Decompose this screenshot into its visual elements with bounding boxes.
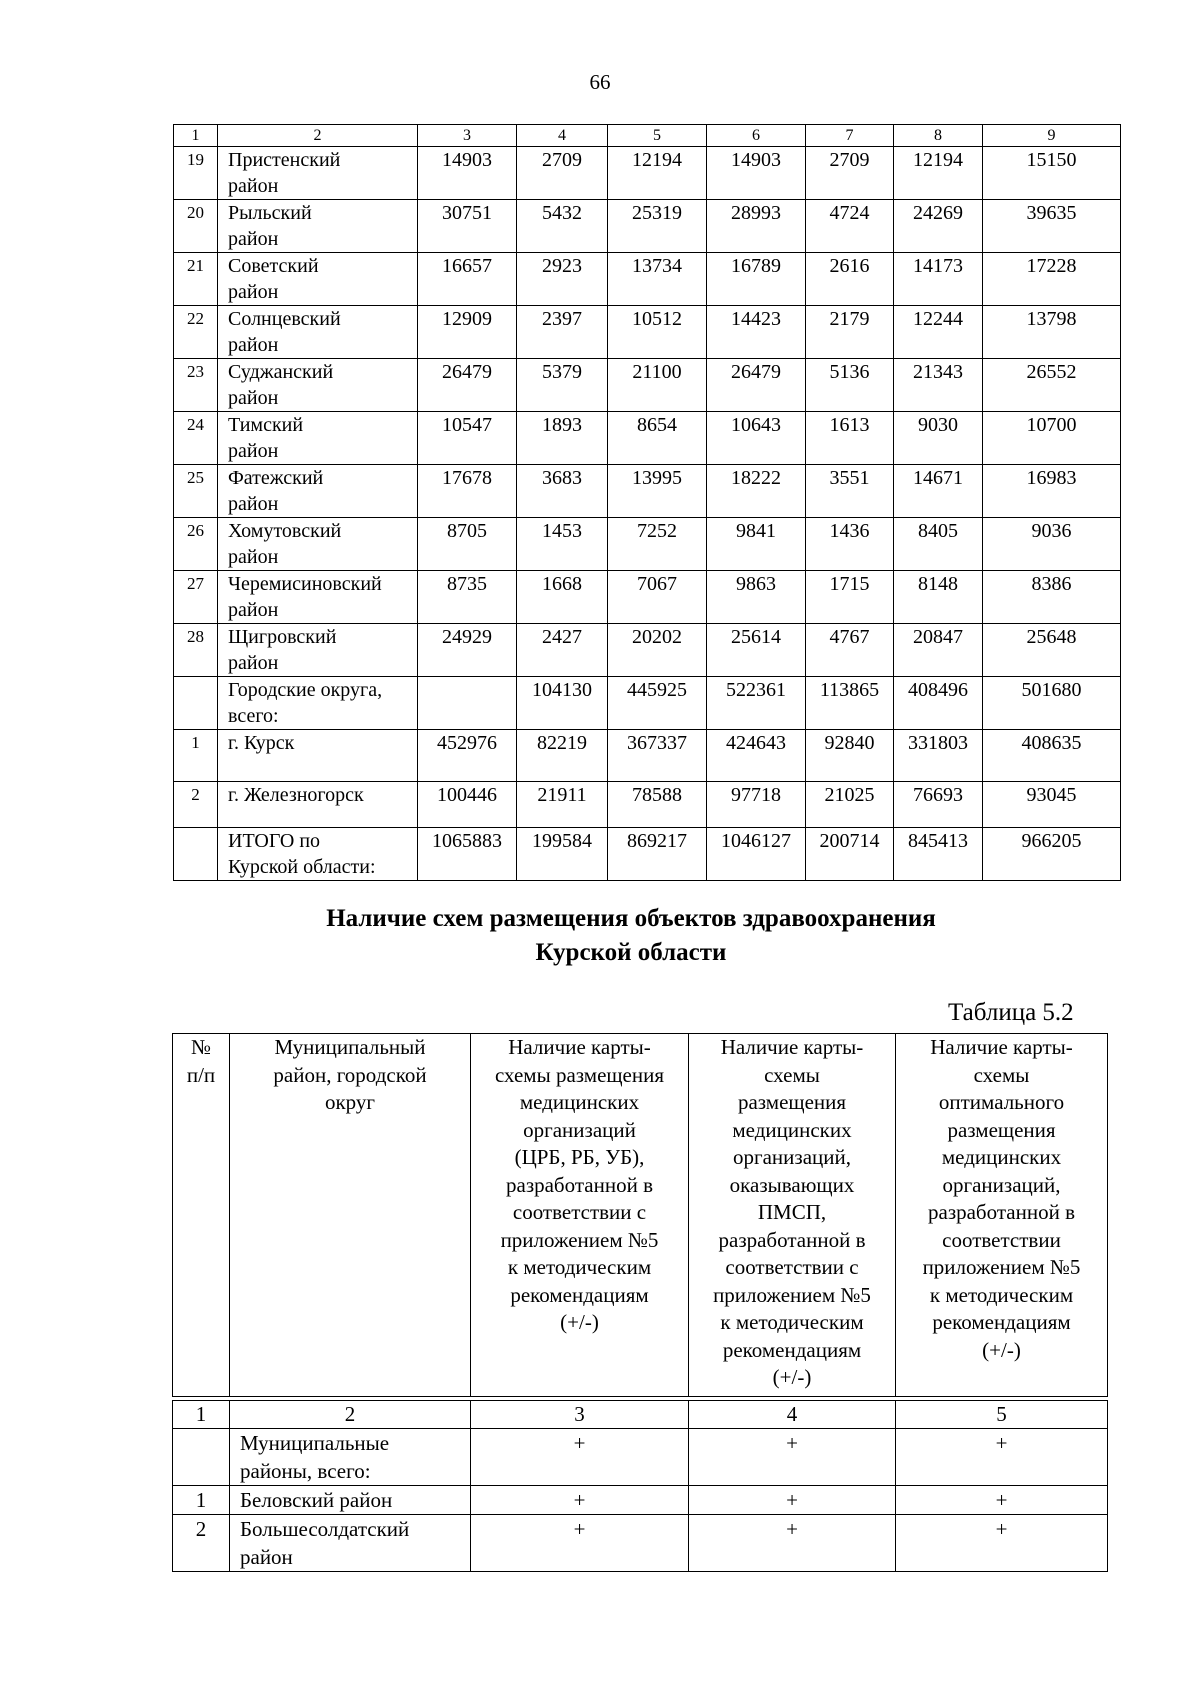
district-name <box>218 306 418 359</box>
district-name-line: район <box>228 228 279 250</box>
value-cell: + <box>689 1486 896 1515</box>
column-header <box>471 1034 689 1397</box>
column-header-line: рекомендациям <box>510 1282 649 1307</box>
row-number: 2 <box>173 1515 230 1572</box>
table-row <box>173 1515 1108 1572</box>
column-header-line: схемы размещения <box>494 1062 665 1087</box>
district-name <box>230 1515 471 1572</box>
section-title <box>0 902 1200 970</box>
column-header-line: рекомендациям <box>722 1337 862 1362</box>
value-cell: + <box>896 1486 1108 1515</box>
row-number: 22 <box>174 306 218 359</box>
value-cell: 28993 <box>707 200 806 253</box>
district-name-line: Черемисиновский <box>228 573 382 595</box>
column-number: 5 <box>896 1401 1108 1429</box>
value-cell: 26552 <box>983 359 1121 412</box>
value-cell: 10700 <box>983 412 1121 465</box>
row-number: 1 <box>173 1486 230 1515</box>
value-cell: 408496 <box>894 677 983 730</box>
district-name-line: район <box>228 334 279 356</box>
row-number <box>173 1429 230 1486</box>
column-header-line: оптимального <box>938 1090 1065 1114</box>
value-cell: 26479 <box>418 359 517 412</box>
row-number <box>174 677 218 730</box>
value-cell: + <box>471 1429 689 1486</box>
value-cell: 331803 <box>894 730 983 782</box>
table-row <box>174 253 1121 306</box>
table-row <box>174 412 1121 465</box>
column-header-line: округ <box>324 1090 376 1114</box>
row-number: 25 <box>174 465 218 518</box>
value-cell: 25648 <box>983 624 1121 677</box>
value-cell: 445925 <box>608 677 707 730</box>
value-cell: 10512 <box>608 306 707 359</box>
value-cell: 20202 <box>608 624 707 677</box>
column-header-line: (ЦРБ, РБ, УБ), <box>514 1145 645 1169</box>
column-header-line: приложением №5 <box>500 1227 659 1252</box>
value-cell: 8654 <box>608 412 707 465</box>
column-header-line: Наличие карты- <box>930 1035 1073 1059</box>
value-cell: 104130 <box>517 677 608 730</box>
value-cell: 8148 <box>894 571 983 624</box>
row-number: 23 <box>174 359 218 412</box>
value-cell: + <box>471 1515 689 1572</box>
column-number: 4 <box>517 125 608 147</box>
column-header-line: схемы <box>973 1062 1030 1087</box>
district-name-line: Фатежский <box>228 467 324 489</box>
district-name-line: районы, всего: <box>240 1459 371 1483</box>
column-header-line: (+/-) <box>772 1365 812 1389</box>
value-cell: 200714 <box>806 828 894 881</box>
value-cell: 1715 <box>806 571 894 624</box>
value-cell: 10547 <box>418 412 517 465</box>
value-cell: 25319 <box>608 200 707 253</box>
value-cell: 21343 <box>894 359 983 412</box>
table-row <box>174 200 1121 253</box>
table-row <box>174 571 1121 624</box>
district-name-line: район <box>228 440 279 462</box>
value-cell: 2709 <box>517 147 608 200</box>
value-cell: 14173 <box>894 253 983 306</box>
value-cell: 12194 <box>894 147 983 200</box>
value-cell: + <box>689 1515 896 1572</box>
value-cell: 13734 <box>608 253 707 306</box>
column-header-line: к методическим <box>720 1310 864 1334</box>
column-header-line: оказывающих <box>729 1172 855 1197</box>
value-cell: 13798 <box>983 306 1121 359</box>
column-header-line: соответствии с <box>725 1255 859 1279</box>
header-row <box>173 1034 1108 1397</box>
district-name-line: Беловский район <box>240 1488 393 1512</box>
row-number <box>174 828 218 881</box>
table-row <box>174 624 1121 677</box>
column-header <box>230 1034 471 1397</box>
column-header-line: организаций, <box>942 1172 1061 1197</box>
table-row <box>174 782 1121 828</box>
value-cell: 2179 <box>806 306 894 359</box>
value-cell: 1893 <box>517 412 608 465</box>
column-header-line: Наличие карты- <box>720 1035 864 1059</box>
row-number: 1 <box>174 730 218 782</box>
column-number: 1 <box>174 125 218 147</box>
value-cell: 2709 <box>806 147 894 200</box>
value-cell: + <box>896 1515 1108 1572</box>
column-header-line: медицинских <box>941 1145 1062 1169</box>
value-cell: 1046127 <box>707 828 806 881</box>
value-cell: 501680 <box>983 677 1121 730</box>
value-cell: 92840 <box>806 730 894 782</box>
page-number: 66 <box>589 70 611 94</box>
value-cell: 8705 <box>418 518 517 571</box>
district-name-line: Рыльский <box>228 202 312 224</box>
column-header-line: ПМСП, <box>757 1200 827 1224</box>
column-header-line: разработанной в <box>928 1200 1075 1224</box>
value-cell: 21911 <box>517 782 608 828</box>
district-name <box>218 147 418 200</box>
value-cell: 9841 <box>707 518 806 571</box>
value-cell: 24269 <box>894 200 983 253</box>
value-cell: 18222 <box>707 465 806 518</box>
value-cell: 82219 <box>517 730 608 782</box>
value-cell: 869217 <box>608 828 707 881</box>
value-cell: 14903 <box>707 147 806 200</box>
value-cell: 12194 <box>608 147 707 200</box>
value-cell: 408635 <box>983 730 1121 782</box>
district-name <box>218 730 418 782</box>
district-name-line: район <box>228 175 279 197</box>
column-number: 3 <box>418 125 517 147</box>
value-cell: 15150 <box>983 147 1121 200</box>
column-header-line: соответствии с <box>512 1200 647 1224</box>
value-cell: 424643 <box>707 730 806 782</box>
value-cell: 20847 <box>894 624 983 677</box>
district-name-line: г. Курск <box>228 732 295 754</box>
column-header-line: приложением №5 <box>713 1282 871 1307</box>
column-header-line: организаций <box>523 1117 636 1142</box>
district-name <box>230 1429 471 1486</box>
value-cell: 199584 <box>517 828 608 881</box>
district-name-line: г. Железногорск <box>228 784 364 806</box>
table-row <box>173 1429 1108 1486</box>
district-name-line: Городские округа, <box>228 679 383 701</box>
column-header-line: разработанной в <box>506 1172 653 1197</box>
district-name <box>218 412 418 465</box>
table-row <box>174 828 1121 881</box>
value-cell: 14903 <box>418 147 517 200</box>
value-cell: 17678 <box>418 465 517 518</box>
value-cell: 30751 <box>418 200 517 253</box>
district-name-line: район <box>228 387 279 409</box>
district-name-line: ИТОГО по <box>228 830 321 852</box>
value-cell: 8405 <box>894 518 983 571</box>
column-number: 8 <box>894 125 983 147</box>
value-cell: 2397 <box>517 306 608 359</box>
value-cell: 1065883 <box>418 828 517 881</box>
value-cell: 9036 <box>983 518 1121 571</box>
district-name <box>218 624 418 677</box>
column-header-line: Наличие карты- <box>508 1035 651 1059</box>
district-name <box>218 782 418 828</box>
district-name-line: всего: <box>228 705 279 727</box>
column-number: 7 <box>806 125 894 147</box>
value-cell <box>418 677 517 730</box>
column-number-row <box>174 125 1121 147</box>
district-name <box>218 253 418 306</box>
value-cell: 93045 <box>983 782 1121 828</box>
column-header <box>689 1034 896 1397</box>
column-number: 6 <box>707 125 806 147</box>
column-header-line: к методическим <box>507 1255 652 1279</box>
row-number: 24 <box>174 412 218 465</box>
table-caption: Таблица 5.2 <box>948 999 1074 1026</box>
schemes-table-header <box>172 1033 1108 1397</box>
column-number: 5 <box>608 125 707 147</box>
value-cell: 21025 <box>806 782 894 828</box>
value-cell: 26479 <box>707 359 806 412</box>
value-cell: + <box>471 1486 689 1515</box>
schemes-table <box>172 1400 1108 1572</box>
value-cell: 14671 <box>894 465 983 518</box>
value-cell: 4724 <box>806 200 894 253</box>
district-name-line: Щигровский <box>228 626 337 648</box>
value-cell: 39635 <box>983 200 1121 253</box>
district-name-line: район <box>228 652 279 674</box>
district-name-line: Курской области: <box>228 856 376 878</box>
value-cell: 2923 <box>517 253 608 306</box>
district-name <box>218 518 418 571</box>
column-header-line: рекомендациям <box>932 1310 1071 1334</box>
value-cell: 10643 <box>707 412 806 465</box>
row-number: 27 <box>174 571 218 624</box>
column-header-line: медицинских <box>519 1090 640 1114</box>
column-header-line: Муниципальный <box>274 1035 426 1059</box>
table-row <box>174 465 1121 518</box>
district-name-line: район <box>228 493 279 515</box>
table-row <box>174 306 1121 359</box>
value-cell: 1436 <box>806 518 894 571</box>
value-cell: 966205 <box>983 828 1121 881</box>
value-cell: 16789 <box>707 253 806 306</box>
district-name-line: район <box>228 546 279 568</box>
value-cell: 367337 <box>608 730 707 782</box>
value-cell: 14423 <box>707 306 806 359</box>
column-number: 9 <box>983 125 1121 147</box>
district-name <box>218 200 418 253</box>
value-cell: + <box>896 1429 1108 1486</box>
column-header-line: к методическим <box>929 1282 1074 1307</box>
column-number-row <box>173 1401 1108 1429</box>
district-name <box>218 677 418 730</box>
value-cell: 522361 <box>707 677 806 730</box>
value-cell: 13995 <box>608 465 707 518</box>
value-cell: 21100 <box>608 359 707 412</box>
value-cell: 4767 <box>806 624 894 677</box>
value-cell: 9030 <box>894 412 983 465</box>
column-header-line: размещения <box>737 1090 847 1114</box>
value-cell: 7252 <box>608 518 707 571</box>
value-cell: 3551 <box>806 465 894 518</box>
value-cell: 452976 <box>418 730 517 782</box>
table-row <box>174 677 1121 730</box>
value-cell: 5136 <box>806 359 894 412</box>
row-number: 26 <box>174 518 218 571</box>
row-number: 28 <box>174 624 218 677</box>
value-cell: 12244 <box>894 306 983 359</box>
district-name-line: Советский <box>228 255 319 277</box>
value-cell: 5432 <box>517 200 608 253</box>
value-cell: 24929 <box>418 624 517 677</box>
district-name-line: Тимский <box>228 414 304 436</box>
value-cell: 100446 <box>418 782 517 828</box>
value-cell: 97718 <box>707 782 806 828</box>
district-name-line: Хомутовский <box>228 520 342 542</box>
column-header-line: соответствии <box>942 1227 1061 1252</box>
column-header-line: размещения <box>947 1117 1056 1142</box>
district-name-line: Солнцевский <box>228 308 341 330</box>
value-cell: 113865 <box>806 677 894 730</box>
value-cell: 1613 <box>806 412 894 465</box>
value-cell: 845413 <box>894 828 983 881</box>
row-number: 21 <box>174 253 218 306</box>
column-header <box>896 1034 1108 1397</box>
district-name-line: Пристенский <box>228 149 341 171</box>
value-cell: 25614 <box>707 624 806 677</box>
district-name-line: район <box>240 1545 293 1569</box>
value-cell: + <box>689 1429 896 1486</box>
value-cell: 1453 <box>517 518 608 571</box>
value-cell: 2427 <box>517 624 608 677</box>
value-cell: 78588 <box>608 782 707 828</box>
value-cell: 76693 <box>894 782 983 828</box>
value-cell: 8386 <box>983 571 1121 624</box>
column-header-line: п/п <box>186 1062 216 1087</box>
value-cell: 12909 <box>418 306 517 359</box>
value-cell: 3683 <box>517 465 608 518</box>
column-header-line: район, городской <box>273 1062 427 1087</box>
column-header-line: (+/-) <box>560 1310 599 1334</box>
value-cell: 1668 <box>517 571 608 624</box>
column-header-line: приложением №5 <box>922 1255 1081 1279</box>
table-row <box>173 1486 1108 1515</box>
column-number: 2 <box>218 125 418 147</box>
value-cell: 8735 <box>418 571 517 624</box>
value-cell: 7067 <box>608 571 707 624</box>
column-number: 2 <box>230 1401 471 1429</box>
column-header-line: № <box>190 1035 212 1059</box>
column-number: 3 <box>471 1401 689 1429</box>
district-name-line: Большесолдатский <box>240 1517 410 1541</box>
section-title-line1: Наличие схем размещения объектов здравоохранения <box>326 905 936 932</box>
column-header-line: медицинских <box>732 1117 852 1142</box>
table-row <box>174 518 1121 571</box>
district-name-line: район <box>228 281 279 303</box>
row-number: 2 <box>174 782 218 828</box>
district-name <box>230 1486 471 1515</box>
column-number: 1 <box>173 1401 230 1429</box>
column-header-line: организаций, <box>733 1145 851 1169</box>
district-name-line: Суджанский <box>228 361 334 383</box>
column-header <box>173 1034 230 1397</box>
table-row <box>174 359 1121 412</box>
table-row <box>174 730 1121 782</box>
district-name <box>218 571 418 624</box>
section-title-line2: Курской области <box>535 939 727 966</box>
value-cell: 16657 <box>418 253 517 306</box>
district-name-line: район <box>228 599 279 621</box>
column-header-line: схемы <box>764 1062 820 1087</box>
value-cell: 16983 <box>983 465 1121 518</box>
row-number: 19 <box>174 147 218 200</box>
district-name-line: Муниципальные <box>240 1431 390 1455</box>
district-name <box>218 828 418 881</box>
district-statistics-table <box>173 124 1121 881</box>
row-number: 20 <box>174 200 218 253</box>
district-name <box>218 359 418 412</box>
value-cell: 2616 <box>806 253 894 306</box>
column-header-line: (+/-) <box>982 1337 1021 1362</box>
column-header-line: разработанной в <box>718 1227 866 1252</box>
district-name <box>218 465 418 518</box>
table-row <box>174 147 1121 200</box>
value-cell: 9863 <box>707 571 806 624</box>
value-cell: 5379 <box>517 359 608 412</box>
value-cell: 17228 <box>983 253 1121 306</box>
column-number: 4 <box>689 1401 896 1429</box>
